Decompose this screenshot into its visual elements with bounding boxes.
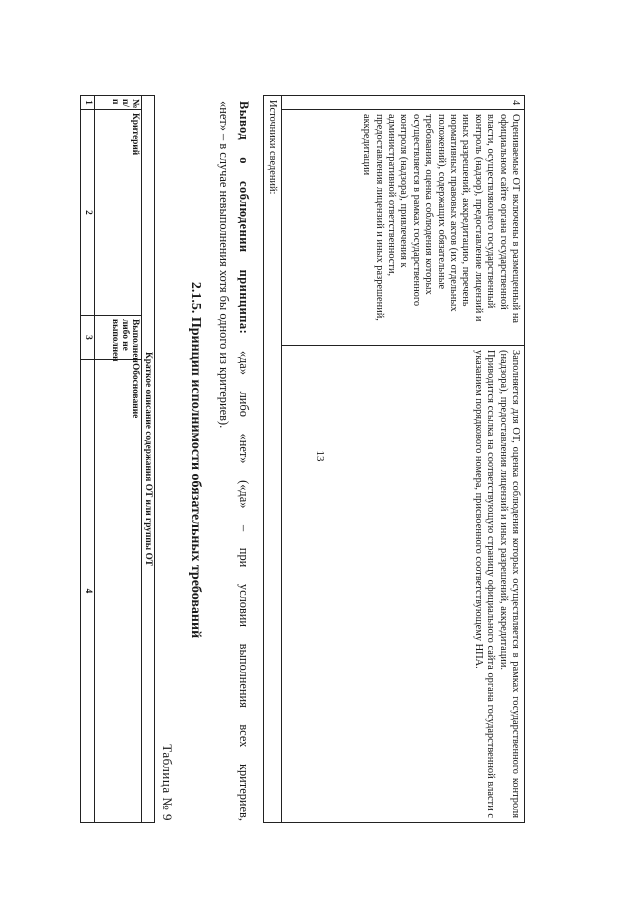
criterion-text: Оцениваемые ОТ включены в размещенный на официальном сайте органа государственной власти, осуществляющего государственный контроль (надзор), предоставление лицензий и иных разрешений, аккредитацию, перечень нормативных правовых актов (их отдельных положений), содержащих обязательные требования, оценка соблюдения которых осуществляется в рамках государственного контроля (надзора), привлечения к административной ответственности, предоставления лицензий и иных разрешений, аккредитации (282, 110, 525, 346)
instruction-1: Заполняется для ОТ, оценка соблюдения которых осуществляется в рамках государственного контроля (надзора), предоставления лицензий и иных разрешений, аккредитации. (497, 350, 521, 818)
conclusion-line-2: «нет» – в случае невыполнения хотя бы одного из критериев). (217, 101, 231, 429)
table-9-number-row (81, 96, 95, 823)
row-number: 4 (282, 96, 525, 110)
rotated-page-content (75, 95, 525, 825)
table-label: Таблица № 9 (160, 744, 175, 821)
group-header: Краткое описание содержания ОТ или группы ОТ (142, 96, 155, 823)
conclusion-rest: «да» либо «нет» («да» – при условии выполнения всех критериев, (237, 350, 251, 821)
table-9-header-row (95, 96, 142, 823)
criteria-table (263, 95, 525, 823)
col-number-1: 1 (81, 96, 95, 110)
instruction-2: Приводится ссылка на соответствующую страницу официального сайта органа государственной власти с указанием порядкового номера, присвоенного соответствующему НПА. (472, 350, 497, 818)
table-9-group-header-row (142, 96, 155, 823)
table-9 (80, 95, 155, 823)
section-title: 2.1.5. Принцип исполнимости обязательных требований (188, 281, 203, 639)
col-number-4: 4 (81, 360, 95, 823)
col-number-3: 3 (81, 316, 95, 360)
col-header-criterion: Критерий (95, 110, 142, 316)
sources-label: Источники сведений: (264, 96, 282, 823)
table-row (282, 96, 525, 823)
col-header-done: Выполнен либо не выполнен (95, 316, 142, 360)
col-header-basis: Обоснование (95, 360, 142, 823)
col-header-num: № п/п (95, 96, 142, 110)
page-number: 13 (314, 450, 326, 462)
conclusion-bold: Вывод о соблюдении принципа: (237, 101, 251, 335)
col-number-2: 2 (81, 110, 95, 316)
instruction-cell (282, 346, 525, 823)
conclusion-paragraph (237, 101, 251, 821)
sources-row (264, 96, 282, 823)
